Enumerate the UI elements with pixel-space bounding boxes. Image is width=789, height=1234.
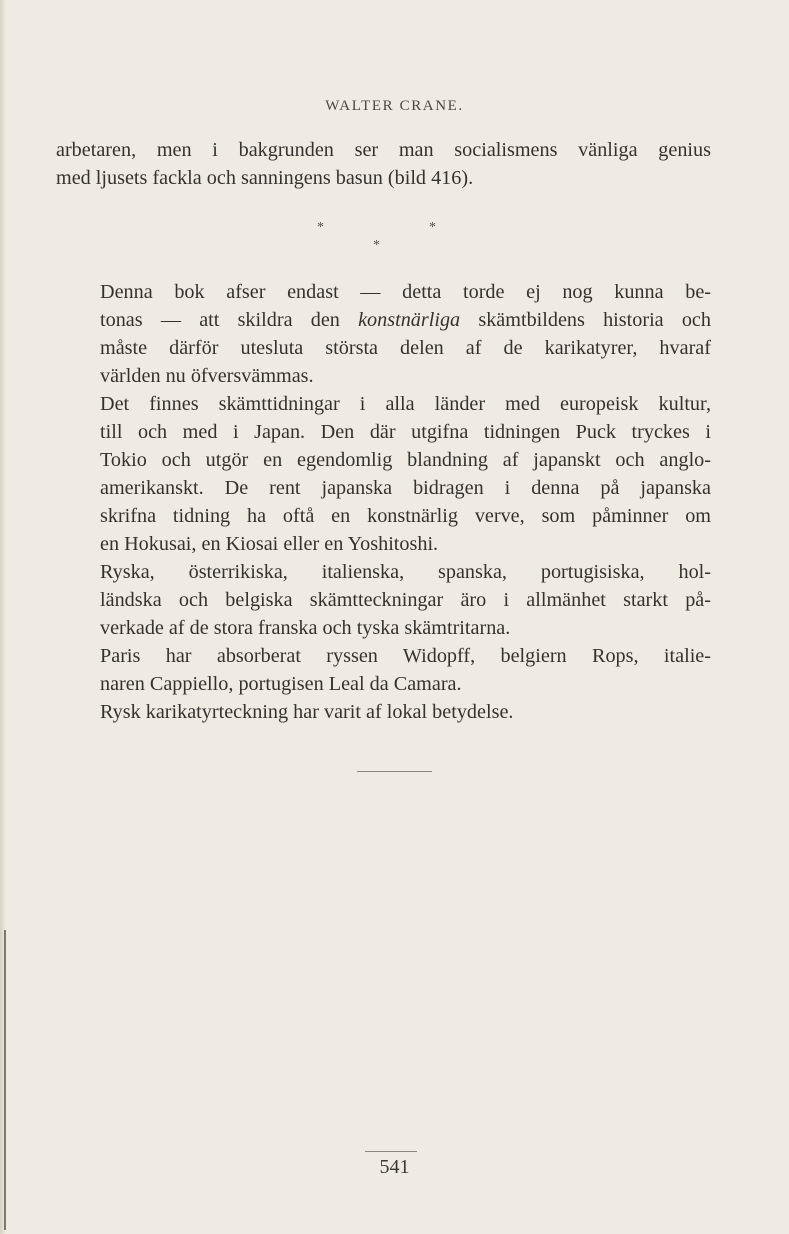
text-line: Det finnes skämttidningar i alla länder med europeisk kultur, <box>100 393 711 415</box>
paragraph-russia <box>56 698 711 726</box>
text-line: måste därför utesluta största delen af de karikatyrer, hvaraf <box>100 337 711 359</box>
paragraph-intro <box>56 278 711 390</box>
text-line: Tokio och utgör en egendomlig blandning af japanskt och anglo- <box>100 449 711 471</box>
text-line: Denna bok afser endast — detta torde ej nog kunna be- <box>100 281 711 303</box>
binding-edge-line <box>4 930 6 1230</box>
folio-rule <box>365 1151 417 1152</box>
text-line: med ljusets fackla och sanningens basun (bild 416). <box>56 167 474 189</box>
asterisk-mark: * <box>429 220 436 235</box>
text-line: Paris har absorberat ryssen Widopff, belgiern Rops, italie- <box>100 645 711 667</box>
text-line: världen nu öfversvämmas. <box>100 365 314 387</box>
text-line: arbetaren, men i bakgrunden ser man socialismens vänliga genius <box>56 139 711 161</box>
running-head: WALTER CRANE. <box>325 98 464 114</box>
asterisk-mark: * <box>317 220 324 235</box>
text-line: Ryska, österrikiska, italienska, spanska, portugisiska, hol- <box>100 561 711 583</box>
paragraph-continuation <box>56 136 711 192</box>
paragraph-europe <box>56 558 711 642</box>
body-text <box>56 136 711 726</box>
text-line: Rysk karikatyrteckning har varit af lokal betydelse. <box>100 701 514 723</box>
section-end-rule <box>357 771 432 772</box>
paragraph-japan <box>56 390 711 558</box>
text-fragment: skämtbildens historia och <box>460 309 711 331</box>
italic-word: konstnärliga <box>358 309 461 331</box>
asterisk-mark: * <box>373 238 380 253</box>
text-line: ländska och belgiska skämtteckningar äro i allmänhet starkt på- <box>100 589 711 611</box>
text-line: amerikanskt. De rent japanska bidragen i denna på japanska <box>100 477 711 499</box>
text-fragment: tonas — att skildra den <box>100 309 359 331</box>
text-line: naren Cappiello, portugisen Leal da Camara. <box>100 673 462 695</box>
text-line: till och med i Japan. Den där utgifna tidningen Puck tryckes i <box>100 421 711 443</box>
text-line: verkade af de stora franska och tyska skämtritarna. <box>100 617 511 639</box>
page-number: 541 <box>379 1156 410 1178</box>
paragraph-paris <box>56 642 711 698</box>
text-line: en Hokusai, en Kiosai eller en Yoshitoshi. <box>100 533 439 555</box>
text-line: skrifna tidning ha oftå en konstnärlig verve, som påminner om <box>100 505 711 527</box>
asterism <box>56 202 711 264</box>
text-line <box>56 306 711 334</box>
